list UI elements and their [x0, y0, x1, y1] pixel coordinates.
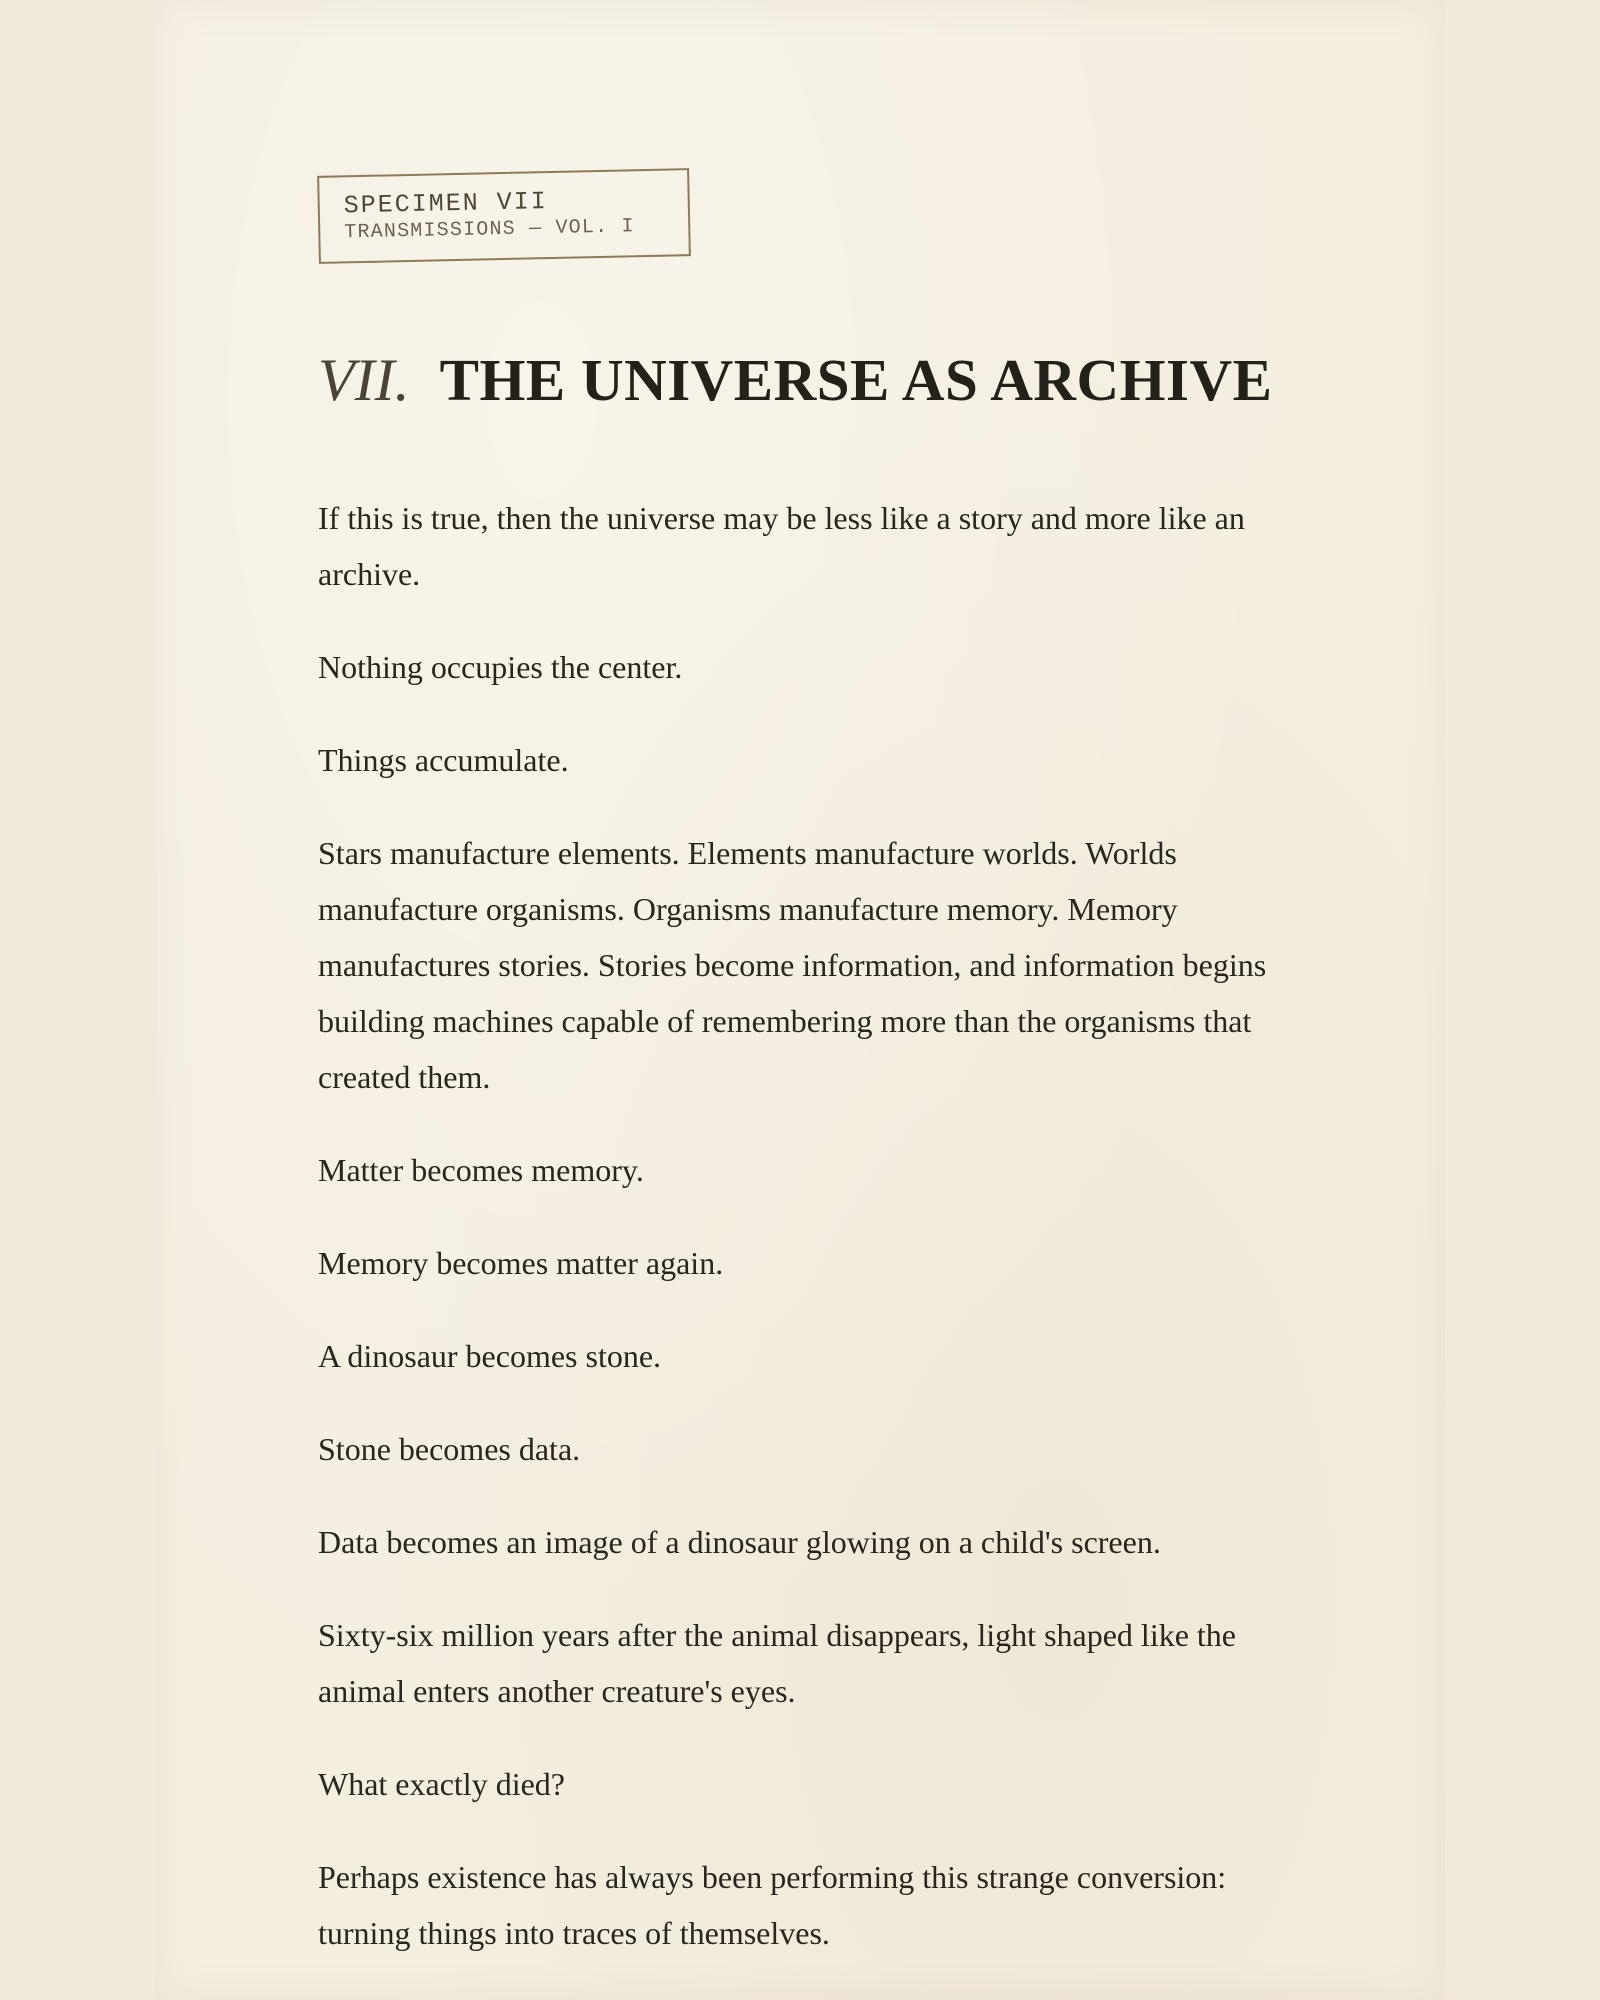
- paragraph: Stone becomes data.: [318, 1431, 581, 1467]
- paragraph: Perhaps existence has always been performing this strange conversion: turning things into traces of themselves.: [318, 1859, 1227, 1951]
- paragraph: If this is true, then the universe may be less like a story and more like an archive.: [318, 500, 1245, 592]
- paragraph: A dinosaur becomes stone.: [318, 1338, 662, 1374]
- paragraph: Data becomes an image of a dinosaur glowing on a child's screen.: [318, 1524, 1161, 1560]
- paragraph: Memory becomes matter again.: [318, 1245, 724, 1281]
- chapter-heading: [318, 340, 1272, 429]
- paragraph: Stars manufacture elements. Elements manufacture worlds. Worlds manufacture organisms. Organisms manufacture memory. Memory manufactures stories. Stories become information, and information begins building machines capable of remembering more than the organisms that created them.: [318, 835, 1267, 1095]
- chapter-title: THE UNIVERSE AS ARCHIVE: [439, 347, 1273, 413]
- paragraph: Sixty-six million years after the animal disappears, light shaped like the animal enters another creature's eyes.: [318, 1617, 1236, 1709]
- chapter-numeral: VII.: [318, 347, 410, 413]
- stamp-title: SPECIMEN VII: [343, 187, 549, 221]
- paragraph: What exactly died?: [318, 1766, 565, 1802]
- paragraph: Nothing occupies the center.: [318, 649, 683, 685]
- paragraph: Things accumulate.: [318, 742, 569, 778]
- stamp-subtitle: TRANSMISSIONS — VOL. I: [344, 215, 635, 245]
- paragraph: Matter becomes memory.: [318, 1152, 644, 1188]
- chapter-body: [318, 490, 1278, 1998]
- specimen-stamp: [317, 168, 691, 264]
